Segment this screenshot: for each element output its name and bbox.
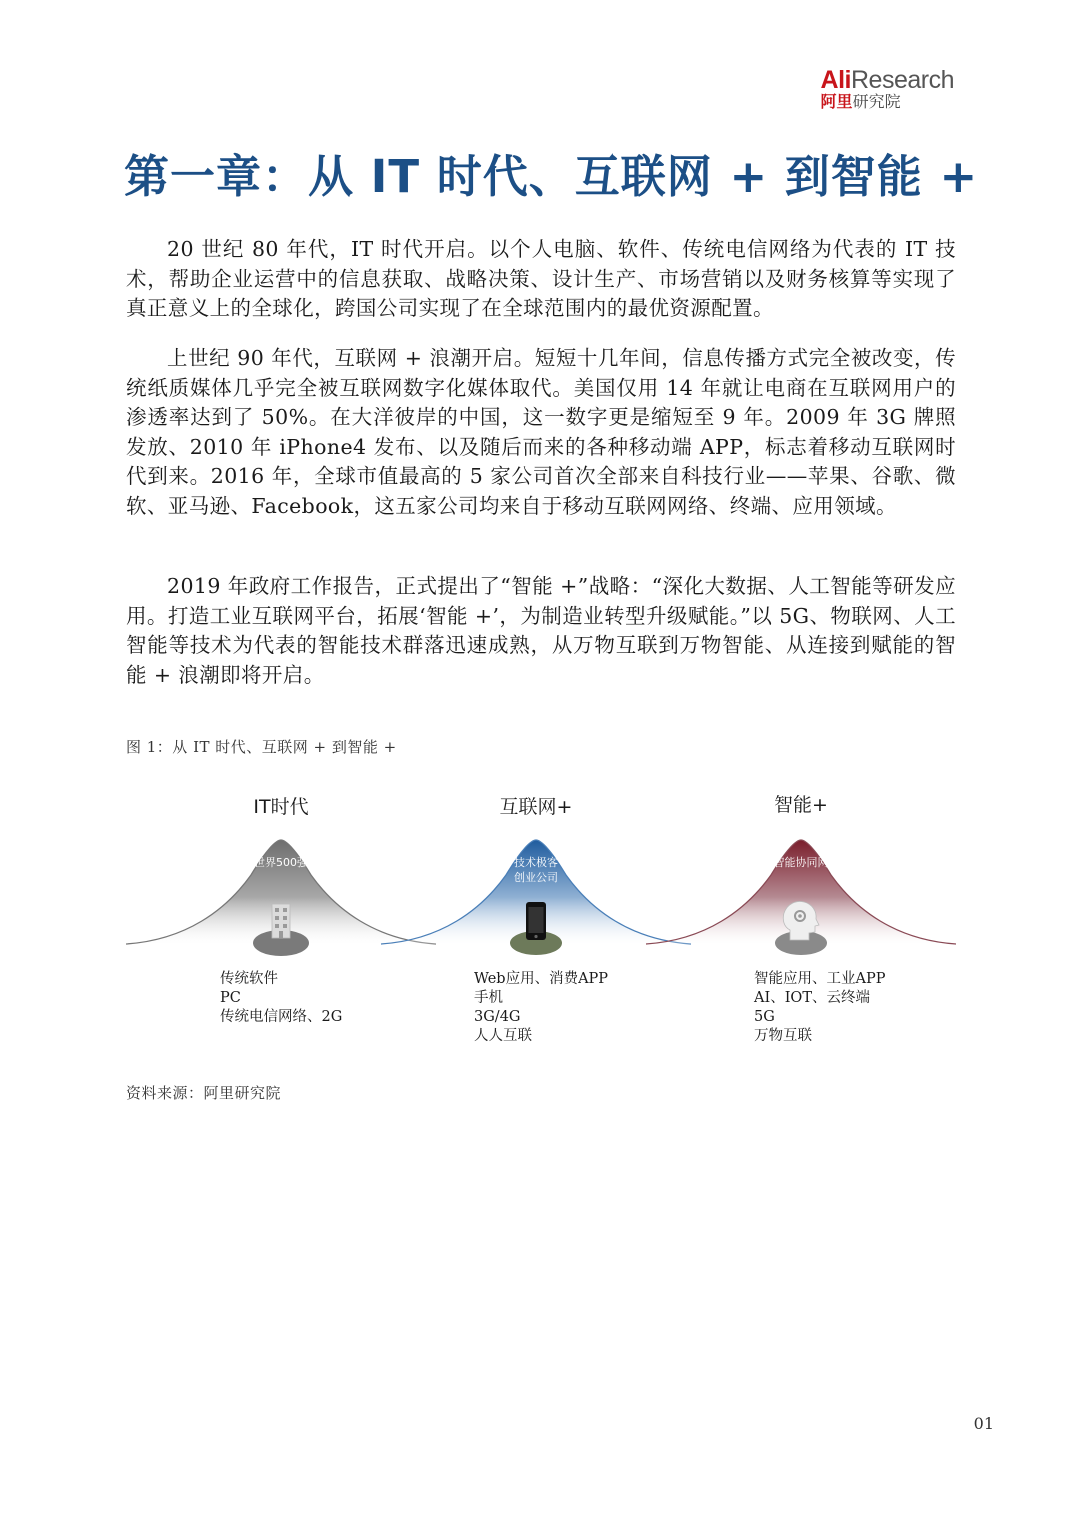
peak-label-line: 世界500强: [254, 856, 308, 869]
list-item: 3G/4G: [474, 1009, 521, 1025]
list-item: 5G: [754, 1009, 775, 1025]
paragraph-internet-plus: 上世纪 90 年代，互联网 + 浪潮开启。短短十几年间，信息传播方式完全被改变，传统纸质媒体几乎完全被互联网数字化媒体取代。美国仅用 14 年就让电商在互联网用户的渗透率达到了 50%。在大洋彼岸的中国，这一数字更是缩短至 9 年。2009 年 3G 牌照发放、2010 年 iPhone4 发布、以及随后而来的各种移动端 APP，标志着移动互联网时代到来。2016 年，全球市值最高的 5 家公司首次全部来自科技行业——苹果、谷歌、微软、亚马逊、Facebook，这五家公司均来自于移动互联网网络、终端、应用领域。: [126, 346, 957, 518]
peak-label-it: [254, 855, 308, 870]
peak-label-line: 创业公司: [514, 871, 558, 884]
logo-cn-ali: 阿里: [820, 92, 853, 111]
peak-label-internet: [514, 855, 558, 885]
list-item: 传统软件: [220, 971, 278, 987]
paragraph-intelligence-plus: 2019 年政府工作报告，正式提出了“智能 +”战略：“深化大数据、人工智能等研发应用。打造工业互联网平台，拓展‘智能 +’，为制造业转型升级赋能。”以 5G、物联网、人工智能等技术为代表的智能技术群落迅速成熟，从万物互联到万物智能、从连接到赋能的智能 + 浪潮即将开启。: [126, 574, 956, 687]
logo-cn-research: 研究院: [852, 92, 901, 111]
peak-label-intelligence: [774, 855, 829, 870]
list-item: Web应用、消费APP: [474, 971, 609, 987]
list-item: AI、IOT、云终端: [754, 990, 870, 1006]
stage-list-internet: [474, 970, 608, 1046]
paragraph-it-era: 20 世纪 80 年代，IT 时代开启。以个人电脑、软件、传统电信网络为代表的 IT 技术，帮助企业运营中的信息获取、战略决策、设计生产、市场营销以及财务核算等实现了真正意义上的全球化，跨国公司实现了在全球范围内的最优资源配置。: [126, 237, 956, 320]
figure-source: 资料来源：阿里研究院: [126, 1084, 282, 1102]
stage-title-it: IT时代: [253, 796, 309, 818]
stage-list-it: [220, 970, 342, 1027]
stage-title-internet: 互联网+: [499, 796, 573, 818]
list-item: 人人互联: [474, 1028, 532, 1044]
building-icon: [272, 904, 290, 938]
aliresearch-logo: [821, 68, 954, 110]
list-item: PC: [220, 990, 241, 1006]
peak-label-line: 智能协同网: [773, 856, 829, 869]
chapter-title: 第一章：从 IT 时代、互联网 + 到智能 +: [124, 150, 979, 203]
list-item: 智能应用、工业APP: [754, 971, 886, 987]
list-item: 手机: [474, 990, 503, 1006]
logo-research: Research: [851, 66, 954, 94]
logo-ali: Ali: [820, 66, 851, 94]
stage-list-intelligence: [754, 970, 885, 1046]
peak-label-line: 技术极客: [514, 856, 558, 869]
figure-caption: 图 1：从 IT 时代、互联网 + 到智能 +: [126, 738, 397, 756]
smartphone-icon: [526, 902, 546, 940]
stage-title-intelligence: 智能+: [774, 794, 828, 816]
list-item: 传统电信网络、2G: [220, 1009, 343, 1025]
page-number: 01: [973, 1414, 994, 1433]
list-item: 万物互联: [754, 1028, 812, 1044]
figure-waves: [126, 780, 956, 1060]
